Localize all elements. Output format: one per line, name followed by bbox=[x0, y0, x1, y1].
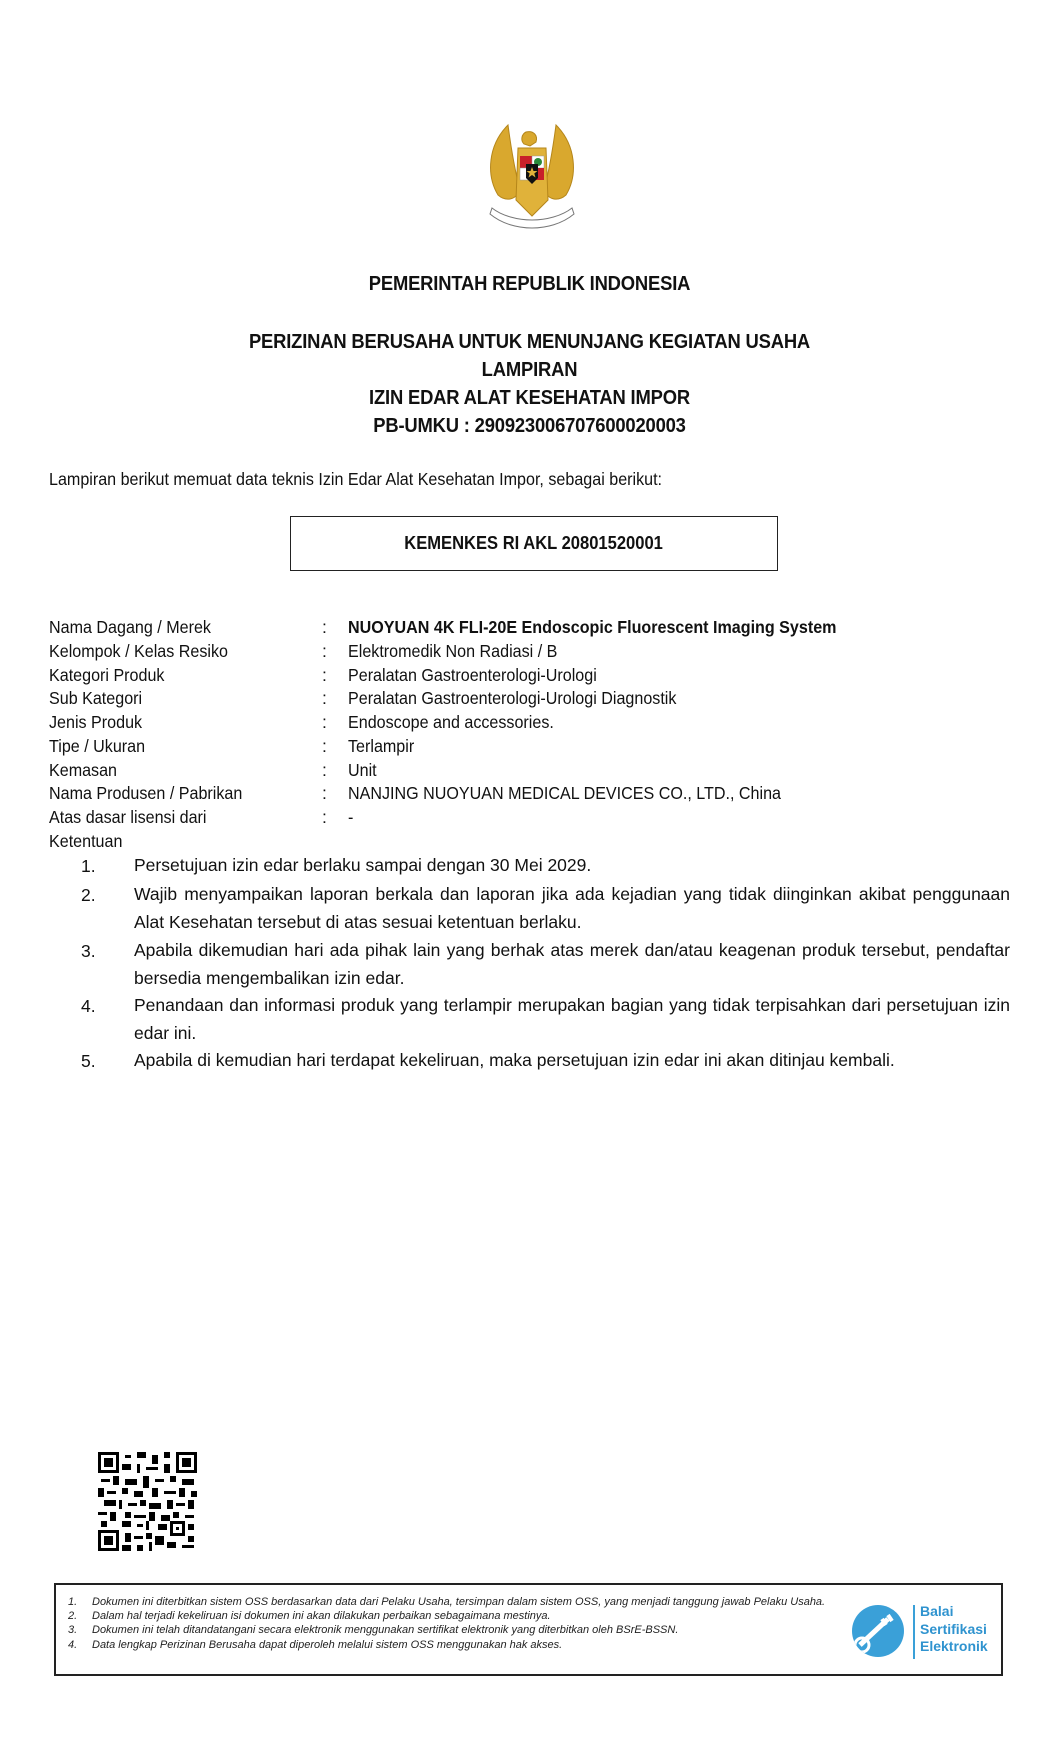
detail-label: Kategori Produk bbox=[49, 665, 165, 685]
ketentuan-number: 4. bbox=[81, 996, 96, 1016]
ketentuan-item: Apabila di kemudian hari terdapat kekeliruan, maka persetujuan izin edar ini akan ditinjau kembali. bbox=[134, 1050, 895, 1070]
detail-value: Peralatan Gastroenterologi-Urologi bbox=[348, 665, 597, 685]
detail-colon: : bbox=[322, 617, 327, 637]
detail-value: Terlampir bbox=[348, 736, 415, 756]
footer-notice-box bbox=[54, 1583, 1003, 1676]
ketentuan-number: 2. bbox=[81, 885, 96, 905]
registration-number: KEMENKES RI AKL 20801520001 bbox=[404, 533, 664, 553]
logo-divider bbox=[913, 1605, 915, 1659]
detail-colon: : bbox=[322, 736, 327, 756]
ketentuan-item: Penandaan dan informasi produk yang terlampir merupakan bagian yang tidak terpisahkan dari persetujuan izin edar ini. bbox=[134, 995, 1010, 1043]
detail-value: NUOYUAN 4K FLI-20E Endoscopic Fluorescent Imaging System bbox=[348, 617, 837, 637]
ketentuan-number: 5. bbox=[81, 1051, 96, 1071]
title-izin-edar: IZIN EDAR ALAT KESEHATAN IMPOR bbox=[369, 387, 690, 409]
detail-value: NANJING NUOYUAN MEDICAL DEVICES CO., LTD., China bbox=[348, 783, 782, 803]
intro-text: Lampiran berikut memuat data teknis Izin Edar Alat Kesehatan Impor, sebagai berikut: bbox=[49, 469, 663, 489]
ketentuan-item: Persetujuan izin edar berlaku sampai dengan 30 Mei 2029. bbox=[134, 855, 592, 875]
title-lampiran: LAMPIRAN bbox=[481, 359, 578, 381]
detail-label: Kelompok / Kelas Resiko bbox=[49, 641, 228, 661]
detail-colon: : bbox=[322, 665, 327, 685]
detail-colon: : bbox=[322, 807, 327, 827]
detail-label: Jenis Produk bbox=[49, 712, 143, 732]
registration-number-box bbox=[290, 516, 778, 571]
detail-label: Kemasan bbox=[49, 760, 118, 780]
detail-label: Tipe / Ukuran bbox=[49, 736, 146, 756]
detail-label: Sub Kategori bbox=[49, 688, 143, 708]
bsre-logo-text: Balai Sertifikasi Elektronik bbox=[920, 1603, 988, 1654]
detail-value: Peralatan Gastroenterologi-Urologi Diagnostik bbox=[348, 688, 677, 708]
detail-value: Unit bbox=[348, 760, 377, 780]
ketentuan-item: Apabila dikemudian hari ada pihak lain yang berhak atas merek dan/atau keagenan produk tersebut, pendaftar bersedia mengembalikan izin edar. bbox=[134, 940, 1010, 988]
title-perizinan: PERIZINAN BERUSAHA UNTUK MENUNJANG KEGIATAN USAHA bbox=[248, 331, 811, 353]
detail-value: Endoscope and accessories. bbox=[348, 712, 554, 732]
footer-note: 4. Data lengkap Perizinan Berusaha dapat diperoleh melalui sistem OSS menggunakan hak akses. bbox=[68, 1638, 563, 1651]
key-icon bbox=[852, 1605, 904, 1657]
detail-label: Nama Dagang / Merek bbox=[49, 617, 211, 637]
detail-label: Atas dasar lisensi dari bbox=[49, 807, 207, 827]
detail-value: Elektromedik Non Radiasi / B bbox=[348, 641, 558, 661]
garuda-emblem-icon bbox=[478, 120, 586, 232]
detail-label: Nama Produsen / Pabrikan bbox=[49, 783, 243, 803]
detail-colon: : bbox=[322, 783, 327, 803]
title-pb-umku: PB-UMKU : 290923006707600020003 bbox=[373, 415, 686, 437]
ketentuan-number: 3. bbox=[81, 941, 96, 961]
qr-code bbox=[98, 1452, 197, 1551]
ketentuan-item: Wajib menyampaikan laporan berkala dan laporan jika ada kejadian yang tidak diinginkan akibat penggunaan Alat Kesehatan tersebut di atas sesuai ketentuan berlaku. bbox=[134, 884, 1010, 932]
footer-note: 2. Dalam hal terjadi kekeliruan isi dokumen ini akan dilakukan perbaikan sebagaimana mestinya. bbox=[68, 1610, 551, 1623]
title-government: PEMERINTAH REPUBLIK INDONESIA bbox=[368, 273, 691, 295]
detail-colon: : bbox=[322, 641, 327, 661]
footer-note: 1. Dokumen ini diterbitkan sistem OSS berdasarkan data dari Pelaku Usaha, tersimpan dalam sistem OSS, yang menjadi tanggung jawab Pelaku Usaha. bbox=[68, 1596, 826, 1608]
footer-note: 3. Dokumen ini telah ditandatangani secara elektronik menggunakan sertifikat elektronik yang diterbitkan oleh BSrE-BSSN. bbox=[68, 1624, 679, 1637]
detail-colon: : bbox=[322, 712, 327, 732]
bsre-logo bbox=[852, 1601, 1002, 1661]
detail-value: - bbox=[348, 807, 354, 827]
detail-colon: : bbox=[322, 688, 327, 708]
ketentuan-heading: Ketentuan bbox=[49, 831, 123, 851]
footer-notes-list bbox=[68, 1595, 848, 1652]
detail-colon: : bbox=[322, 760, 327, 780]
ketentuan-number: 1. bbox=[81, 856, 96, 876]
